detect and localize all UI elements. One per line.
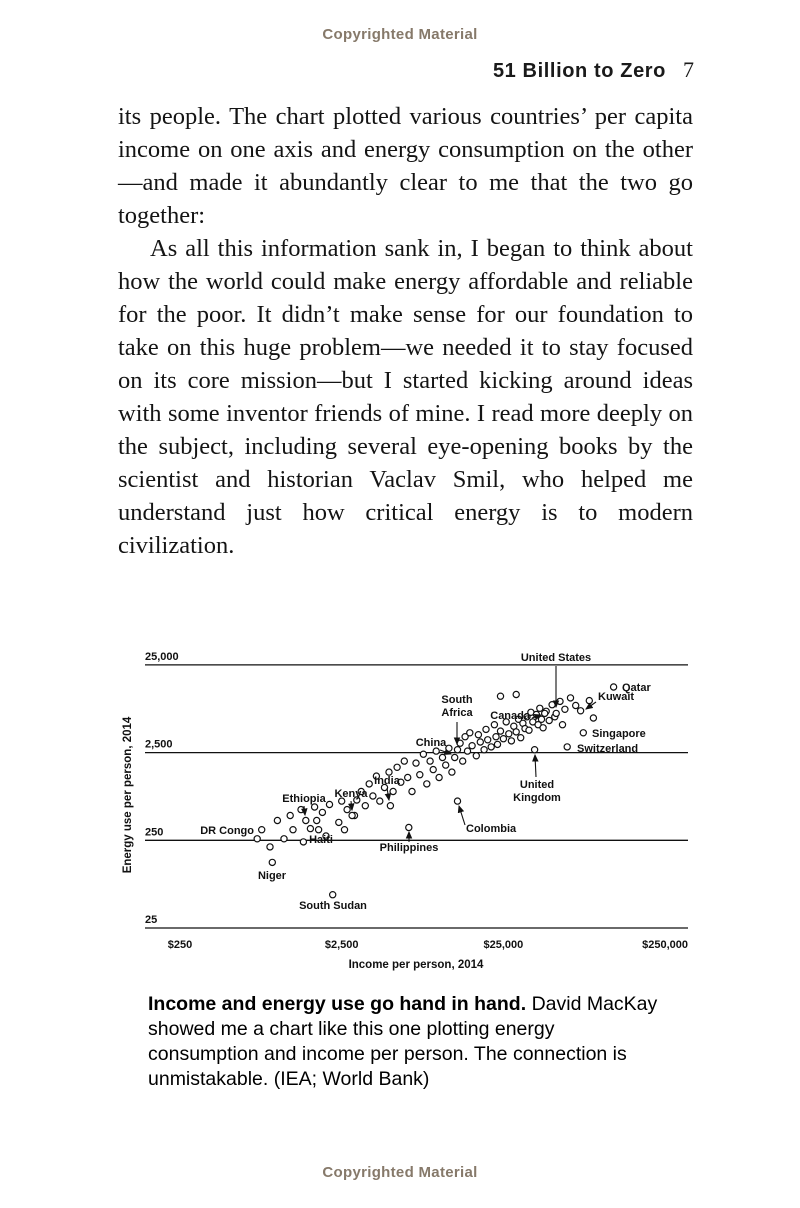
x-tick-label: $250 [167, 939, 193, 951]
annotation-arrow [387, 788, 389, 800]
scatter-point [485, 737, 491, 743]
scatter-point [316, 827, 322, 833]
country-label: United States [520, 652, 592, 664]
scatter-point [387, 803, 393, 809]
scatter-point [537, 705, 543, 711]
scatter-point [454, 798, 460, 804]
scatter-point [362, 803, 368, 809]
country-label: Niger [257, 870, 287, 882]
country-label: China [415, 737, 447, 749]
caption-lead: Income and energy use go hand in hand. [148, 993, 527, 1015]
scatter-point [460, 758, 466, 764]
annotation-arrow [304, 806, 305, 815]
scatter-point [497, 728, 503, 734]
scatter-point [573, 702, 579, 708]
scatter-point [406, 824, 412, 830]
scatter-point [298, 807, 304, 813]
scatter-point [427, 758, 433, 764]
country-label: Singapore [592, 728, 646, 740]
scatter-point [370, 793, 376, 799]
caption-text: David MacKay showed me a chart like this one plotting energy consumption and income per person. The connection is unmistakable. (IEA; World Bank) [148, 993, 658, 1090]
scatter-point [559, 722, 565, 728]
scatter-point [314, 817, 320, 823]
y-tick-label: 25 [145, 914, 158, 926]
scatter-point [542, 710, 548, 716]
scatter-point [532, 747, 538, 753]
country-label: Haiti [309, 834, 333, 846]
scatter-point [341, 827, 347, 833]
scatter-point [513, 729, 519, 735]
scatter-point [540, 725, 546, 731]
y-axis-label: Energy use per person, 2014 [122, 716, 134, 874]
scatter-point [269, 859, 275, 865]
country-label: Kingdom [513, 792, 561, 804]
scatter-point [488, 744, 494, 750]
scatter-point [300, 839, 306, 845]
country-label: Colombia [466, 823, 517, 835]
scatter-point [439, 754, 445, 760]
scatter-point [319, 809, 325, 815]
running-head [493, 57, 694, 83]
country-label: India [374, 775, 400, 787]
scatter-point [326, 801, 332, 807]
scatter-point [580, 730, 586, 736]
body-text [118, 100, 693, 562]
scatter-point [267, 844, 273, 850]
chapter-title: 51 Billion to Zero [492, 60, 666, 82]
country-label: United [519, 779, 555, 791]
scatter-point [349, 812, 355, 818]
scatter-point [401, 758, 407, 764]
y-tick-label: 2,500 [145, 738, 173, 751]
scatter-point [424, 781, 430, 787]
annotation-arrow [535, 755, 536, 777]
scatter-point [508, 738, 514, 744]
paragraph-2: As all this information sank in, I began to think about how the world could make energy affordable and reliable for the poor. It didn’t make sense for our foundation to take on this huge problem—we needed it to stay focused on its core mission—but I started kicking around ideas with some inventor friends of mine. I read more deeply on the subject, including several eye-opening books by the scientist and historian Vaclav Smil, who helped me understand just how critical energy is to modern civilization. [118, 235, 693, 559]
scatter-point [417, 772, 423, 778]
scatter-point [494, 741, 500, 747]
scatter-point [464, 748, 470, 754]
scatter-point [303, 817, 309, 823]
scatter-point [307, 826, 313, 832]
country-label: Ethiopia [282, 793, 326, 805]
scatter-point [513, 691, 519, 697]
scatter-point [506, 731, 512, 737]
scatter-point [457, 740, 463, 746]
scatter-point [436, 774, 442, 780]
country-label: Switzerland [577, 743, 639, 755]
scatter-point [449, 769, 455, 775]
scatter-point [578, 708, 584, 714]
country-label: South [441, 694, 473, 706]
x-tick-label: $250,000 [642, 939, 689, 951]
country-label: Kuwait [598, 691, 635, 703]
x-tick-label: $25,000 [483, 939, 524, 951]
country-label: Philippines [379, 842, 439, 854]
scatter-point [454, 747, 460, 753]
scatter-chart [100, 645, 700, 990]
scatter-point [557, 698, 563, 704]
annotation-arrow [459, 806, 465, 825]
y-tick-label: 250 [145, 826, 164, 839]
scatter-point [443, 762, 449, 768]
scatter-point [553, 710, 559, 716]
scatter-point [475, 732, 481, 738]
country-label: Qatar [622, 682, 651, 694]
scatter-point [405, 774, 411, 780]
scatter-point [538, 716, 544, 722]
scatter-point [586, 698, 592, 704]
scatter-point [344, 807, 350, 813]
scatter-point [390, 788, 396, 794]
country-label: Canada [490, 710, 530, 722]
country-label: Kenya [334, 788, 368, 800]
scatter-point [430, 767, 436, 773]
scatter-point [469, 743, 475, 749]
scatter-point [254, 836, 260, 842]
scatter-point [409, 788, 415, 794]
paragraph-1: its people. The chart plotted various countries’ per capita income on one axis and energy consumption on the other—and made it abundantly clear to me that the two go together: [118, 103, 693, 229]
scatter-point [526, 727, 532, 733]
y-tick-label: 25,000 [145, 650, 179, 663]
scatter-point [567, 695, 573, 701]
scatter-point [336, 819, 342, 825]
scatter-point [611, 684, 617, 690]
scatter-point [467, 730, 473, 736]
scatter-point [452, 754, 458, 760]
scatter-point [377, 798, 383, 804]
scatter-point [481, 747, 487, 753]
x-tick-label: $2,500 [324, 939, 359, 951]
scatter-point [287, 812, 293, 818]
scatter-point [493, 734, 499, 740]
annotation-arrow [351, 801, 352, 810]
scatter-point [546, 717, 552, 723]
scatter-point [394, 764, 400, 770]
scatter-point [413, 760, 419, 766]
copyright-watermark-bottom: Copyrighted Material [322, 1164, 478, 1181]
scatter-point [446, 745, 452, 751]
scatter-point [549, 702, 555, 708]
scatter-point [491, 722, 497, 728]
scatter-point [590, 715, 596, 721]
scatter-point [330, 892, 336, 898]
x-axis-label: Income per person, 2014 [348, 959, 484, 971]
country-label: South Sudan [299, 900, 367, 912]
scatter-point [281, 836, 287, 842]
scatter-point [500, 736, 506, 742]
scatter-point [518, 735, 524, 741]
scatter-point [290, 827, 296, 833]
scatter-point [562, 706, 568, 712]
scatter-point [420, 751, 426, 757]
scatter-point [497, 693, 503, 699]
scatter-point [473, 753, 479, 759]
country-label: Africa [441, 707, 473, 719]
scatter-point [483, 726, 489, 732]
page-number: 7 [683, 57, 694, 82]
country-label: DR Congo [200, 825, 254, 837]
copyright-watermark-top: Copyrighted Material [322, 26, 478, 43]
scatter-point [477, 739, 483, 745]
scatter-point [259, 827, 265, 833]
scatter-point [366, 781, 372, 787]
scatter-point [274, 817, 280, 823]
chart-caption [148, 992, 670, 1092]
scatter-point [564, 744, 570, 750]
